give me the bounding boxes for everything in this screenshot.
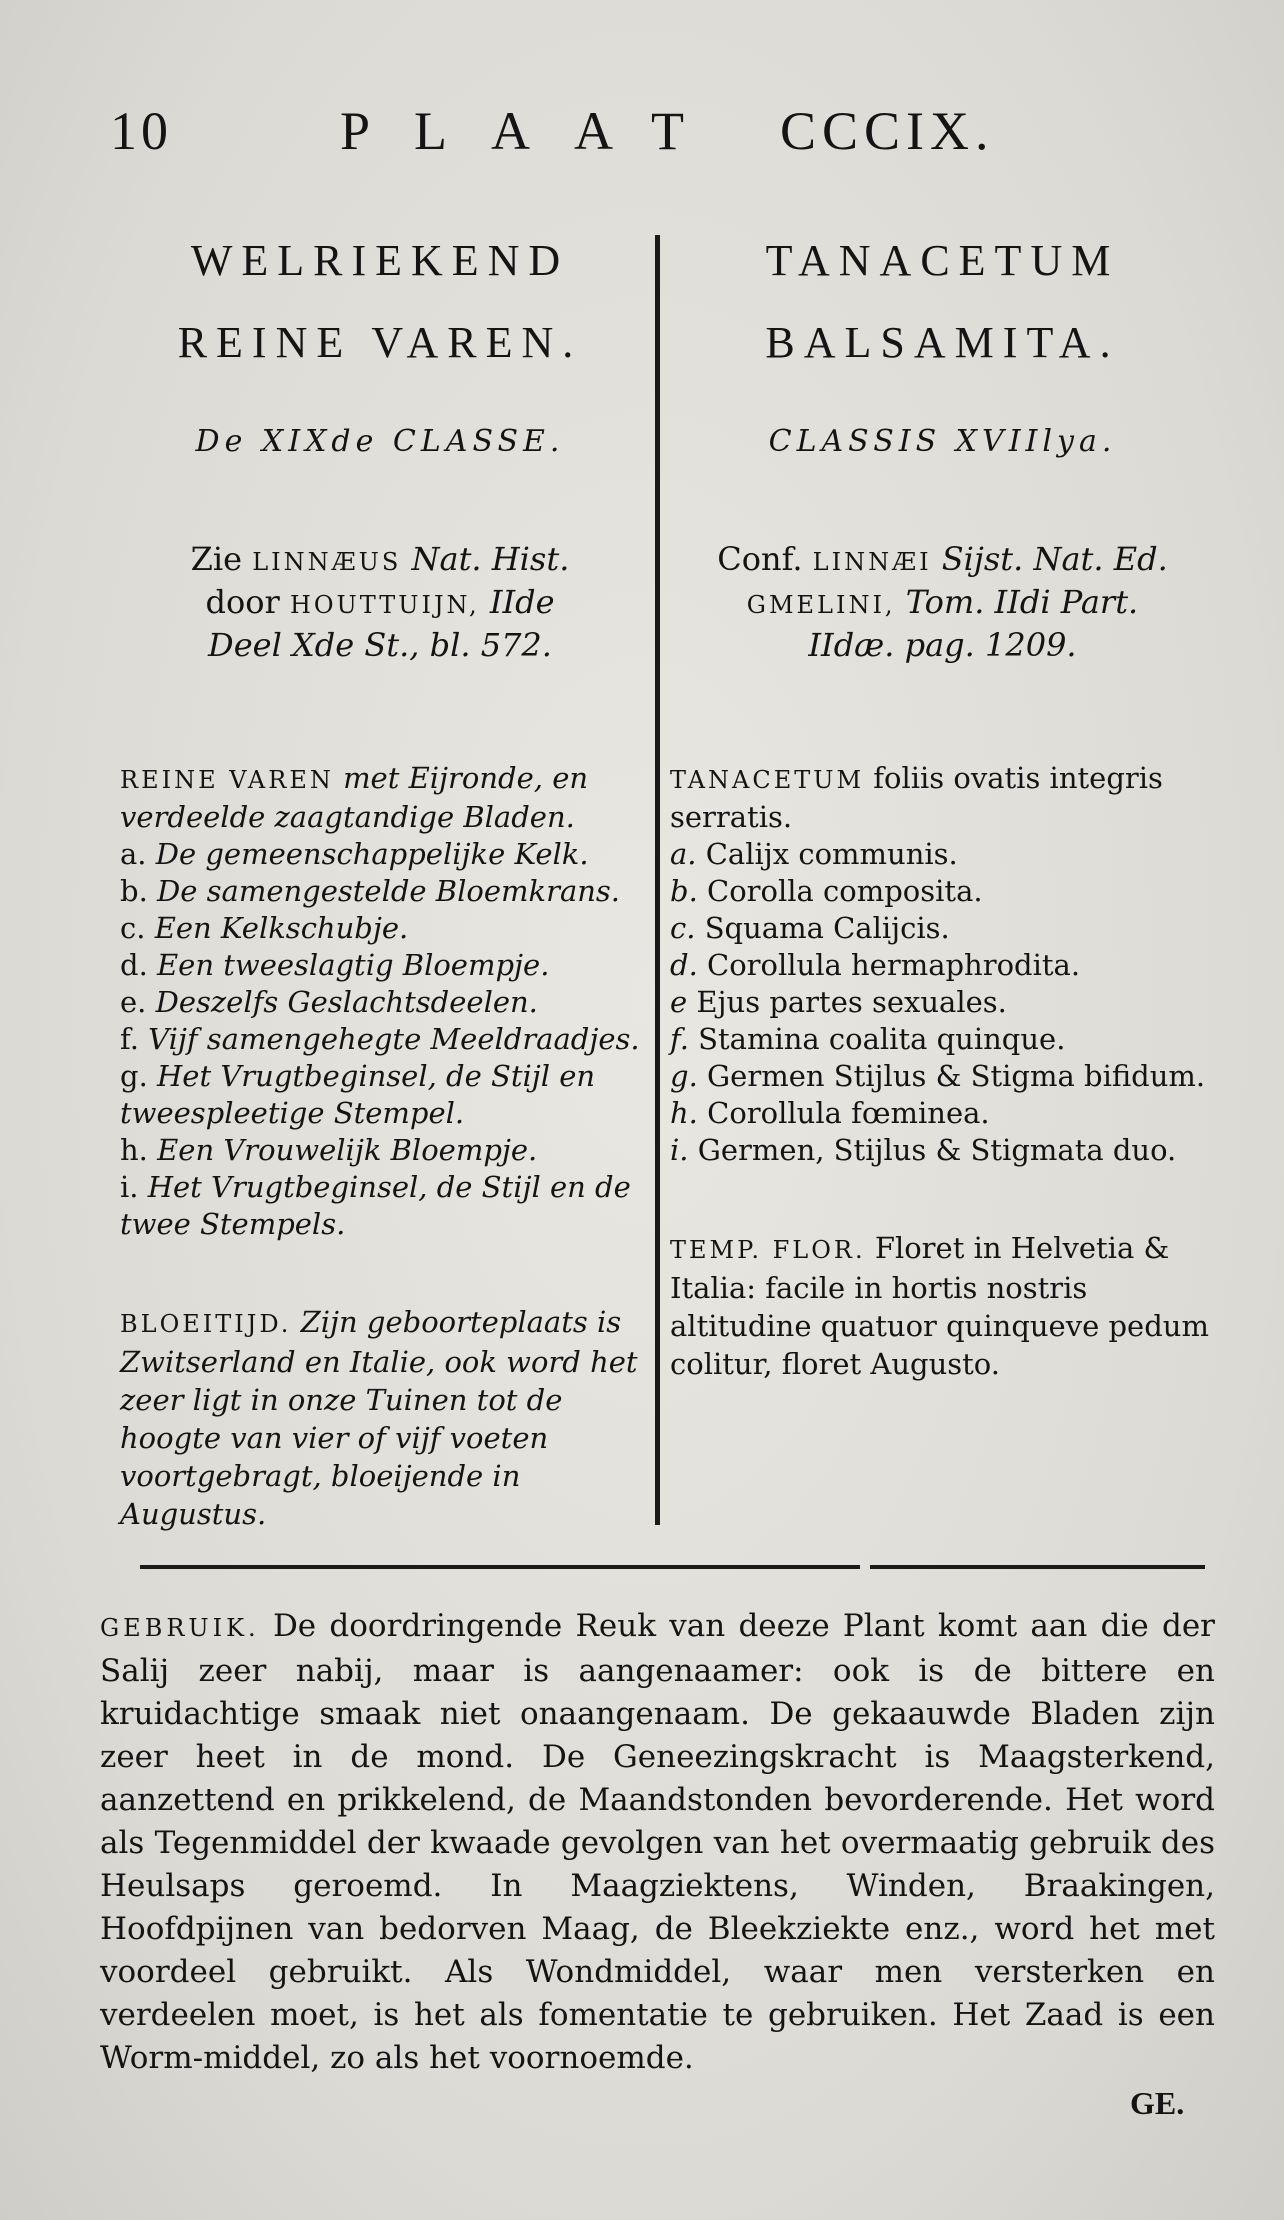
- latin-title-line1: TANACETUM: [765, 236, 1120, 285]
- list-item: f. Vijf samengehegte Meeldraadjes.: [120, 1022, 640, 1056]
- ref-prefix: Zie: [190, 540, 243, 578]
- latin-flowering: [670, 1229, 1215, 1383]
- flowering-text: Zijn geboorteplaats is Zwitserland en Italie, ook word het zeer ligt in onze Tuinen tot de hoogte van vier of vijf voeten voortgebragt, bloeijende in Augustus.: [120, 1305, 638, 1531]
- ref-line3: Deel Xde St., bl. 572.: [208, 626, 552, 664]
- list-item: i. Het Vrugtbeginsel, de Stijl en de twee Stempels.: [120, 1170, 631, 1241]
- page-header: [110, 100, 1210, 170]
- ref-prefix: Conf.: [717, 540, 803, 578]
- page-number: 10: [110, 101, 172, 161]
- plate-word: PLAAT: [340, 101, 729, 161]
- list-intro-name: REINE VAREN: [120, 766, 334, 794]
- flowering-text: Floret in Helvetia & Italia: facile in hortis nostris altitudine quatuor quinqueve pedum colitur, floret Augusto.: [670, 1231, 1209, 1381]
- usage-paragraph: [100, 1605, 1215, 2080]
- dutch-column: [120, 220, 640, 1533]
- dutch-flowering: [120, 1303, 640, 1533]
- latin-figure-list: [670, 760, 1215, 1169]
- latin-title: [670, 220, 1215, 384]
- dutch-reference: [120, 539, 640, 665]
- column-divider: [655, 235, 660, 1525]
- list-intro: [670, 760, 1215, 836]
- list-item: c. Een Kelkschubje.: [120, 911, 409, 945]
- flowering-label: BLOEITIJD.: [120, 1310, 292, 1338]
- dutch-figure-list: [120, 760, 640, 1243]
- ref-line2-rest: Tom. IIdi Part.: [905, 583, 1139, 621]
- dutch-class: De XIXde CLASSE.: [195, 424, 565, 459]
- list-intro-name: TANACETUM: [670, 766, 865, 794]
- list-item: b. De samengestelde Bloemkrans.: [120, 874, 621, 908]
- latin-title-line2: BALSAMITA.: [765, 318, 1120, 367]
- catchword: GE.: [1130, 2085, 1185, 2121]
- ref-author: LINNÆI: [812, 548, 932, 576]
- list-item: d. Corollula hermaphrodita.: [670, 948, 1081, 982]
- ref-rest: Nat. Hist.: [411, 540, 570, 578]
- usage-label: GEBRUIK.: [100, 1614, 260, 1642]
- list-item: b. Corolla composita.: [670, 874, 983, 908]
- ref-line2-author: GMELINI,: [746, 591, 896, 619]
- latin-reference: [670, 539, 1215, 665]
- dutch-title-line1: WELRIEKEND: [190, 236, 570, 285]
- list-item: g. Germen Stijlus & Stigma bifidum.: [670, 1059, 1206, 1093]
- list-item: i. Germen, Stijlus & Stigmata duo.: [670, 1133, 1177, 1167]
- list-item: c. Squama Calijcis.: [670, 911, 950, 945]
- list-intro-text: met Eijronde, en verdeelde zaagtandige Bladen.: [120, 761, 589, 834]
- ref-line2-rest: IIde: [489, 583, 555, 621]
- list-item: e. Deszelfs Geslachtsdeelen.: [120, 985, 538, 1019]
- dutch-title-line2: REINE VAREN.: [177, 318, 583, 367]
- list-item: d. Een tweeslagtig Bloempje.: [120, 948, 550, 982]
- ref-line2-prefix: door: [205, 583, 280, 621]
- list-intro-text: foliis ovatis integris serratis.: [670, 761, 1163, 834]
- flowering-label: TEMP. FLOR.: [670, 1236, 866, 1264]
- list-item: a. De gemeenschappelijke Kelk.: [120, 837, 589, 871]
- ref-line2-author: HOUTTUIJN,: [289, 591, 480, 619]
- ref-rest: Sijst. Nat. Ed.: [941, 540, 1168, 578]
- latin-class: CLASSIS XVIIlya.: [768, 424, 1117, 459]
- ref-line3: IIdæ. pag. 1209.: [808, 626, 1077, 664]
- list-item: h. Een Vrouwelijk Bloempje.: [120, 1133, 538, 1167]
- list-item: e Ejus partes sexuales.: [670, 985, 1007, 1019]
- list-intro: [120, 760, 640, 836]
- dutch-title: [120, 220, 640, 384]
- plate-number: CCCIX.: [780, 101, 995, 161]
- list-item: a. Calijx communis.: [670, 837, 958, 871]
- usage-text: De doordringende Reuk van deeze Plant komt aan die der Salij zeer nabij, maar is aangenaamer: ook is de bittere en kruidachtige smaak niet onaangenaam. De gekaauwde Bladen zijn zeer heet in de mond. De Geneezingskracht is Maagsterkend, aanzettend en prikkelend, de Maandstonden bevorderende. Het word als Tegenmiddel der kwaade gevolgen van het overmaatig gebruik des Heulsaps geroemd. In Maagziektens, Winden, Braakingen, Hoofdpijnen van bedorven Maag, de Bleekziekte enz., word het met voordeel gebruikt. Als Wondmiddel, waar men versterken en verdeelen moet, is het als fomentatie te gebruiken. Het Zaad is een Worm-middel, zo als het voornoemde.: [100, 1608, 1215, 2076]
- list-item: g. Het Vrugtbeginsel, de Stijl en tweespleetige Stempel.: [120, 1059, 596, 1130]
- rule-left: [140, 1565, 860, 1569]
- list-item: f. Stamina coalita quinque.: [670, 1022, 1066, 1056]
- rule-right: [870, 1565, 1205, 1569]
- latin-column: [670, 220, 1215, 1383]
- list-item: h. Corollula fœminea.: [670, 1096, 990, 1130]
- ref-author: LINNÆUS: [252, 548, 402, 576]
